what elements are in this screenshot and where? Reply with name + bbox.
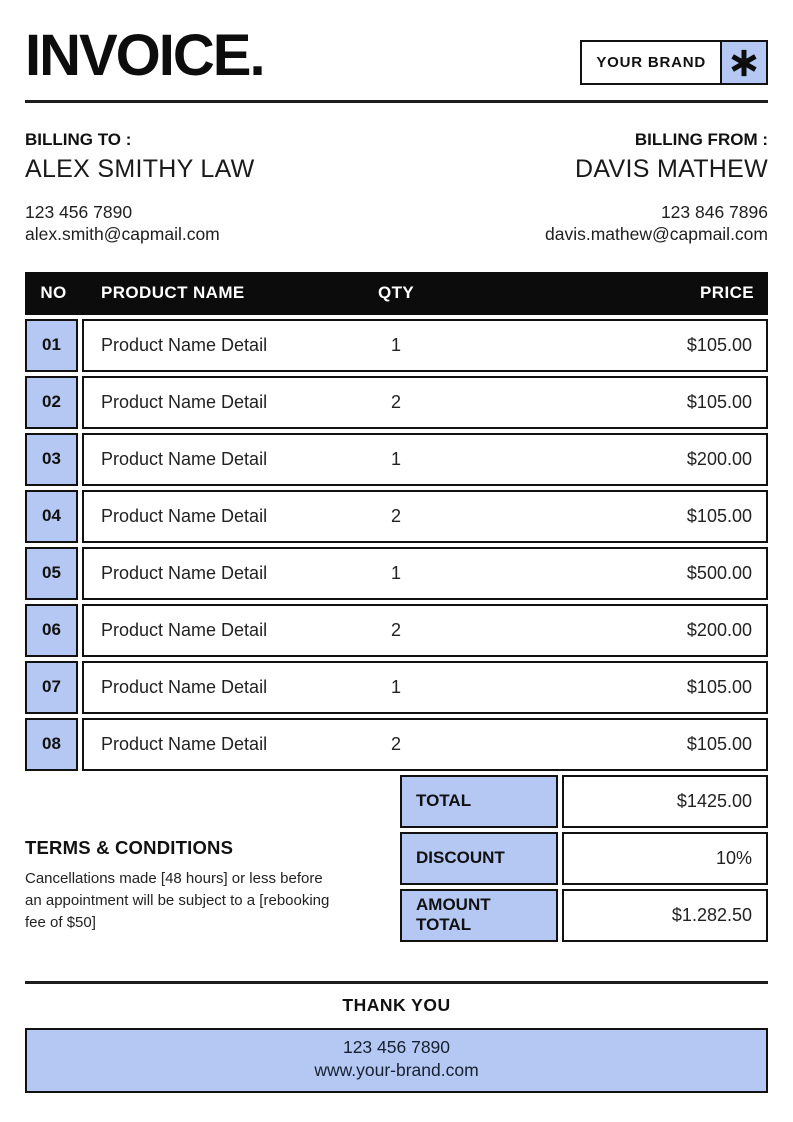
row-content-cell	[82, 490, 768, 543]
summary-row	[400, 889, 768, 942]
billing-to-email: alex.smith@capmail.com	[25, 224, 220, 245]
row-quantity: 2	[391, 733, 402, 754]
row-product-name: Product Name Detail	[101, 619, 268, 640]
table-row	[25, 661, 768, 714]
row-content-cell	[82, 433, 768, 486]
summary-row	[400, 775, 768, 828]
row-quantity: 2	[391, 391, 402, 412]
billing-from-name: DAVIS MATHEW	[575, 154, 768, 183]
row-product-name: Product Name Detail	[101, 733, 268, 754]
billing-to-name: ALEX SMITHY LAW	[25, 154, 255, 183]
row-content-cell	[82, 319, 768, 372]
summary-value-cell: 10%	[562, 832, 768, 885]
items-table	[25, 272, 768, 771]
thank-you-text: THANK YOU	[342, 994, 451, 1015]
row-product-name: Product Name Detail	[101, 676, 268, 697]
summary-value-cell: $1425.00	[562, 775, 768, 828]
billing-to-contact	[25, 201, 255, 246]
row-quantity: 1	[391, 562, 402, 583]
footer-phone: 123 456 7890	[342, 1036, 451, 1057]
row-price: $500.00	[686, 562, 752, 583]
footer-website: www.your-brand.com	[314, 1060, 479, 1081]
terms-heading: TERMS & CONDITIONS	[25, 836, 234, 858]
brand-label: YOUR BRAND	[596, 54, 706, 71]
row-product-name: Product Name Detail	[101, 562, 268, 583]
page-title: INVOICE.	[25, 23, 264, 88]
items-table-body	[25, 319, 768, 771]
row-quantity: 2	[391, 505, 402, 526]
row-price: $200.00	[686, 619, 752, 640]
row-number-cell: 05	[25, 547, 78, 600]
billing-to-block	[25, 130, 255, 246]
table-row	[25, 547, 768, 600]
table-row	[25, 319, 768, 372]
row-content-cell	[82, 661, 768, 714]
summary-label-cell: TOTAL	[400, 775, 558, 828]
table-row	[25, 718, 768, 771]
header	[25, 23, 768, 88]
billing-from-heading: BILLING FROM :	[634, 129, 768, 149]
billing-from-email: davis.mathew@capmail.com	[545, 224, 768, 245]
row-number-cell: 03	[25, 433, 78, 486]
row-price: $105.00	[686, 391, 752, 412]
billing-from-phone: 123 846 7896	[660, 201, 768, 222]
terms-block	[25, 775, 365, 935]
items-table-header	[25, 272, 768, 315]
row-quantity: 1	[391, 448, 402, 469]
column-header-product: PRODUCT NAME	[101, 283, 245, 303]
table-row	[25, 490, 768, 543]
row-content-cell	[82, 604, 768, 657]
summary-value-cell: $1.282.50	[562, 889, 768, 942]
row-product-name: Product Name Detail	[101, 391, 268, 412]
summary-row	[400, 832, 768, 885]
row-number-cell: 06	[25, 604, 78, 657]
bottom-section	[25, 775, 768, 946]
row-product-name: Product Name Detail	[101, 334, 268, 355]
row-quantity: 1	[391, 676, 402, 697]
column-header-qty: QTY	[378, 283, 415, 303]
table-row	[25, 376, 768, 429]
billing-to-phone: 123 456 7890	[25, 201, 133, 222]
row-content-cell	[82, 547, 768, 600]
row-product-name: Product Name Detail	[101, 448, 268, 469]
summary-label-cell: AMOUNT TOTAL	[400, 889, 558, 942]
row-price: $105.00	[686, 505, 752, 526]
column-header-price: PRICE	[700, 283, 754, 303]
row-number-cell: 08	[25, 718, 78, 771]
footer-divider	[25, 981, 768, 984]
row-number-cell: 07	[25, 661, 78, 714]
row-price: $105.00	[686, 733, 752, 754]
row-number-cell: 02	[25, 376, 78, 429]
table-row	[25, 604, 768, 657]
asterisk-icon	[720, 42, 766, 83]
billing-from-contact	[545, 201, 768, 246]
row-quantity: 2	[391, 619, 402, 640]
column-header-no: NO	[40, 283, 67, 303]
billing-to-heading: BILLING TO :	[25, 129, 132, 149]
row-product-name: Product Name Detail	[101, 505, 268, 526]
table-row	[25, 433, 768, 486]
billing-from-block	[545, 130, 768, 246]
row-price: $105.00	[686, 334, 752, 355]
summary-label-cell: DISCOUNT	[400, 832, 558, 885]
billing-section	[25, 130, 768, 246]
row-price: $200.00	[686, 448, 752, 469]
row-number-cell: 04	[25, 490, 78, 543]
header-divider	[25, 100, 768, 103]
row-number-cell: 01	[25, 319, 78, 372]
row-price: $105.00	[686, 676, 752, 697]
row-content-cell	[82, 376, 768, 429]
row-quantity: 1	[391, 334, 402, 355]
row-content-cell	[82, 718, 768, 771]
terms-body: Cancellations made [48 hours] or less before an appointment will be subject to a [rebooking fee of $50]	[25, 869, 330, 932]
summary-table	[400, 775, 768, 946]
brand-logo	[580, 40, 768, 85]
footer-contact-box	[25, 1028, 768, 1093]
